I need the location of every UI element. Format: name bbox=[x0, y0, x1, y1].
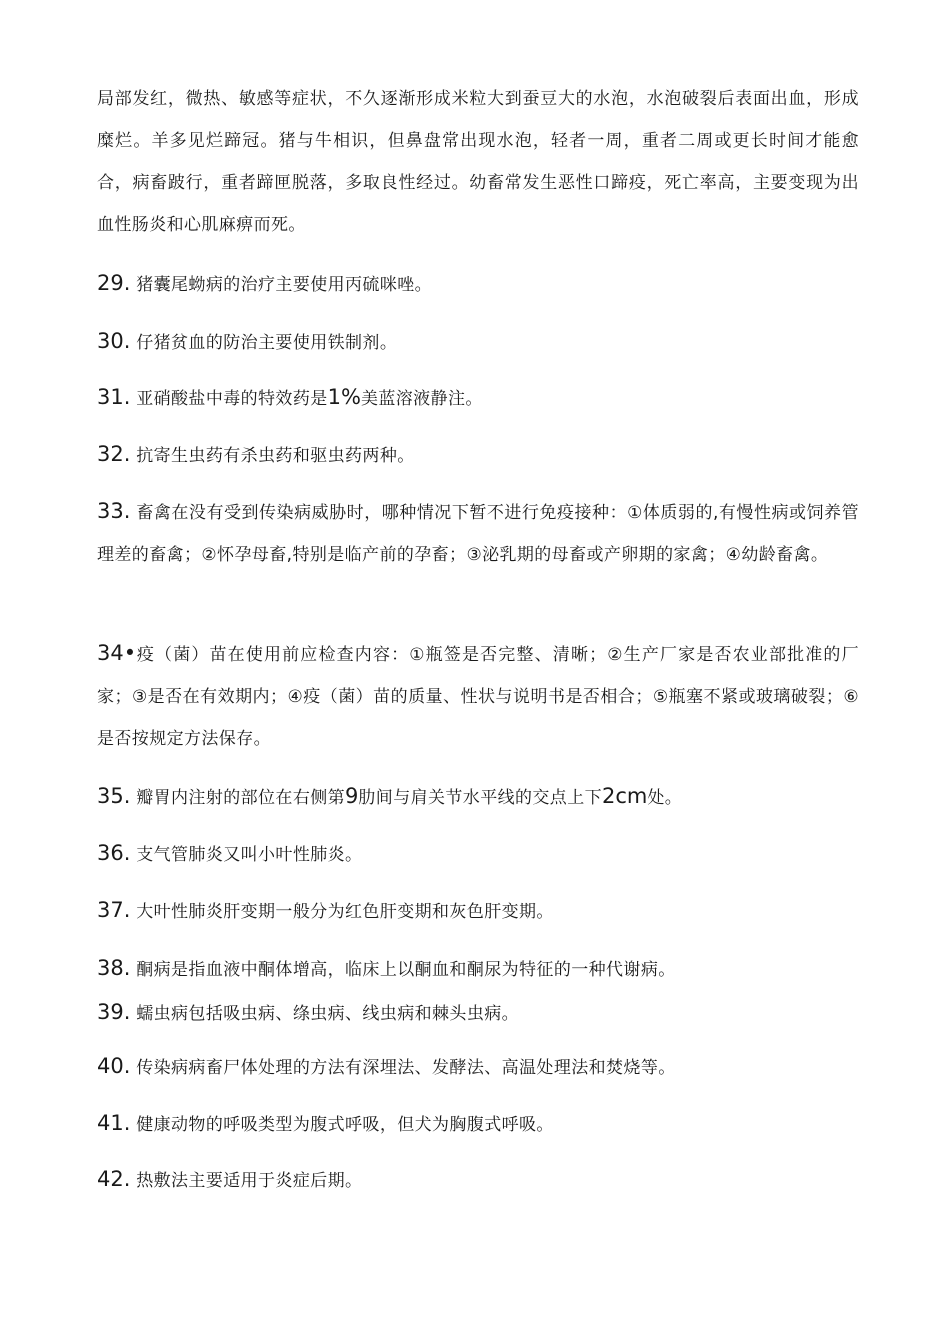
item-29 bbox=[97, 262, 859, 306]
item-text: 传染病病畜尸体处理的方法有深埋法、发酵法、高温处理法和焚烧等。 bbox=[136, 1058, 676, 1078]
item-32 bbox=[97, 433, 859, 477]
item-38 bbox=[97, 947, 859, 991]
item-number: 38. bbox=[97, 956, 131, 980]
item-text: 疫（菌）苗在使用前应检查内容：①瓶签是否完整、清晰；②生产厂家是否农业部批准的厂家；③是否在有效期内；④疫（菌）苗的质量、性状与说明书是否相合；⑤瓶塞不紧或玻璃破裂；⑥是否按规定方法保存。 bbox=[97, 645, 859, 749]
item-number: 37. bbox=[97, 898, 131, 922]
item-text: 畜禽在没有受到传染病威胁时，哪种情况下暂不进行免疫接种：①体质弱的,有慢性病或饲养管理差的畜禽；②怀孕母畜,特别是临产前的孕畜；③泌乳期的母畜或产卵期的家禽；④幼龄畜禽。 bbox=[97, 503, 859, 565]
item-36 bbox=[97, 832, 859, 876]
item-value: 2cm bbox=[602, 784, 648, 808]
item-number: 36. bbox=[97, 841, 131, 865]
item-text: 亚硝酸盐中毒的特效药是 bbox=[136, 389, 328, 409]
item-text: 瓣胃内注射的部位在右侧第 bbox=[136, 788, 346, 808]
item-value: 9 bbox=[345, 784, 359, 808]
item-42 bbox=[97, 1158, 859, 1202]
item-number: 32. bbox=[97, 442, 131, 466]
item-text: 酮病是指血液中酮体增高，临床上以酮血和酮尿为特征的一种代谢病。 bbox=[136, 960, 676, 980]
item-text: 仔猪贫血的防治主要使用铁制剂。 bbox=[136, 333, 398, 353]
item-34 bbox=[97, 632, 859, 760]
item-number: 33. bbox=[97, 499, 131, 523]
item-39 bbox=[97, 991, 859, 1035]
item-number: 30. bbox=[97, 329, 131, 353]
item-number: 29. bbox=[97, 271, 131, 295]
item-30 bbox=[97, 320, 859, 364]
item-text: 热敷法主要适用于炎症后期。 bbox=[136, 1171, 363, 1191]
item-text: 蠕虫病包括吸虫病、绦虫病、线虫病和棘头虫病。 bbox=[136, 1004, 520, 1024]
item-text: 健康动物的呼吸类型为腹式呼吸，但犬为胸腹式呼吸。 bbox=[136, 1115, 554, 1135]
item-37 bbox=[97, 889, 859, 933]
item-31 bbox=[97, 376, 859, 420]
item-text: 美蓝溶液静注。 bbox=[360, 389, 483, 409]
item-text: 支气管肺炎又叫小叶性肺炎。 bbox=[136, 845, 363, 865]
item-number: 42. bbox=[97, 1167, 131, 1191]
item-text: 猪囊尾蚴病的治疗主要使用丙硫咪唑。 bbox=[136, 275, 433, 295]
item-text: 处。 bbox=[647, 788, 683, 808]
item-number: 41. bbox=[97, 1111, 131, 1135]
item-33 bbox=[97, 490, 859, 576]
item-value: 1% bbox=[327, 385, 361, 409]
item-number: 34• bbox=[97, 641, 137, 665]
intro-paragraph: 局部发红，微热、敏感等症状，不久逐渐形成米粒大到蚕豆大的水泡，水泡破裂后表面出血，形成糜烂。羊多见烂蹄冠。猪与牛相识，但鼻盘常出现水泡，轻者一周，重者二周或更长时间才能愈合，病畜跛行，重者蹄匣脱落，多取良性经过。幼畜常发生恶性口蹄疫，死亡率高，主要变现为出血性肠炎和心肌麻痹而死。 bbox=[97, 89, 859, 235]
item-40 bbox=[97, 1045, 859, 1089]
item-41 bbox=[97, 1102, 859, 1146]
item-35 bbox=[97, 775, 859, 819]
item-text: 大叶性肺炎肝变期一般分为红色肝变期和灰色肝变期。 bbox=[136, 902, 554, 922]
item-number: 35. bbox=[97, 784, 131, 808]
item-number: 39. bbox=[97, 1000, 131, 1024]
item-text: 抗寄生虫药有杀虫药和驱虫药两种。 bbox=[136, 446, 415, 466]
item-number: 40. bbox=[97, 1054, 131, 1078]
item-number: 31. bbox=[97, 385, 131, 409]
item-text: 肋间与肩关节水平线的交点上下 bbox=[358, 788, 603, 808]
